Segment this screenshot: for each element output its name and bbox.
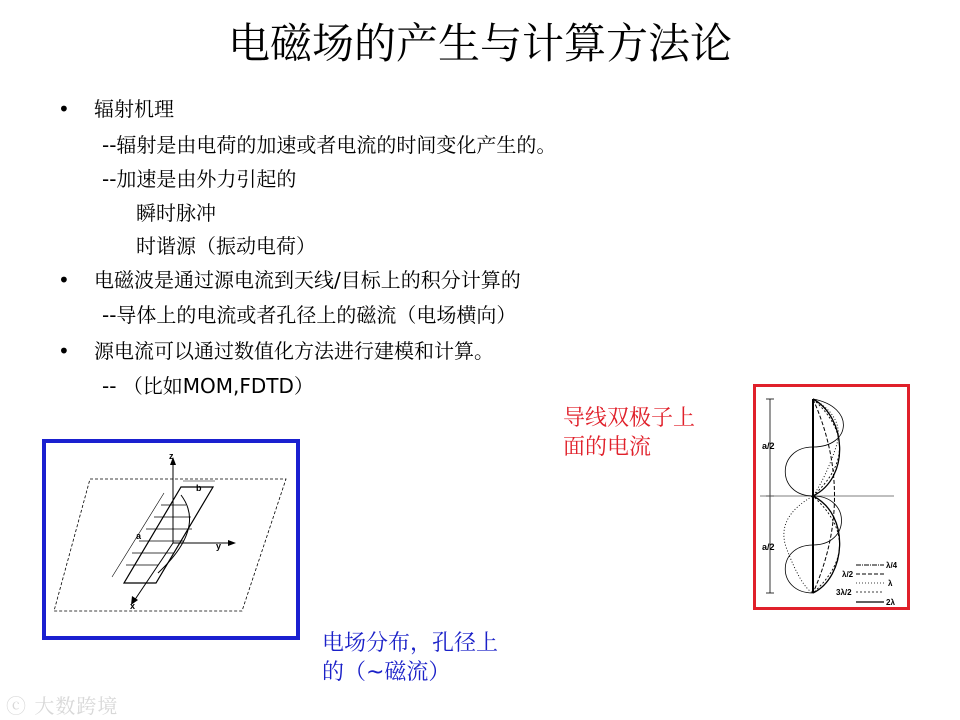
dipole-diagram xyxy=(756,387,907,607)
dipole-caption-line-2: 面的电流 xyxy=(563,435,652,460)
label-upper-half: a/2 xyxy=(762,441,775,451)
legend-quarter-wave: λ/4 xyxy=(886,561,898,570)
sub-bullet-2: --加速是由外力引起的 xyxy=(102,167,297,191)
legend-two-wave: 2λ xyxy=(886,598,895,607)
dimension-label-b: b xyxy=(196,483,202,493)
axis-label-z: z xyxy=(169,451,174,461)
sub-sub-bullet-1: 瞬时脉冲 xyxy=(136,201,216,225)
bullet-3: 源电流可以通过数值化方法进行建模和计算。 xyxy=(94,339,494,363)
dipole-current-figure xyxy=(753,384,910,610)
dipole-caption xyxy=(563,404,695,462)
sub-bullet-4: -- （比如MOM,FDTD） xyxy=(102,374,314,398)
sub-bullet-1: --辐射是由电荷的加速或者电流的时间变化产生的。 xyxy=(102,133,557,157)
bullet-dot: • xyxy=(58,268,70,292)
watermark-text: 大数跨境 xyxy=(34,694,119,718)
watermark-icon: ⓒ xyxy=(6,694,27,718)
dipole-caption-line-1: 导线双极子上 xyxy=(563,406,696,431)
bullet-2: 电磁波是通过源电流到天线/目标上的积分计算的 xyxy=(94,268,521,292)
aperture-caption-line-1: 电场分布，孔径上 xyxy=(322,631,499,656)
bullet-dot: • xyxy=(58,339,70,363)
watermark-logo xyxy=(6,690,118,719)
axis-label-x: x xyxy=(130,601,136,611)
aperture-diagram xyxy=(46,443,296,636)
dimension-label-a: a xyxy=(136,531,142,541)
aperture-field-figure xyxy=(42,439,300,640)
bullet-dot: • xyxy=(58,97,70,121)
aperture-caption-line-2: 的（~磁流） xyxy=(322,660,451,685)
label-lower-half: a/2 xyxy=(762,542,775,552)
bullet-1: 辐射机理 xyxy=(94,97,174,121)
legend-half-wave: λ/2 xyxy=(842,570,854,579)
legend-full-wave: λ xyxy=(888,579,893,588)
sub-bullet-3: --导体上的电流或者孔径上的磁流（电场横向） xyxy=(102,303,517,327)
aperture-caption xyxy=(322,629,498,687)
axis-label-y: y xyxy=(216,541,222,551)
slide-title: 电磁场的产生与计算方法论 xyxy=(227,19,732,68)
legend-three-half-wave: 3λ/2 xyxy=(836,588,852,597)
sub-sub-bullet-2: 时谐源（振动电荷） xyxy=(136,234,316,258)
